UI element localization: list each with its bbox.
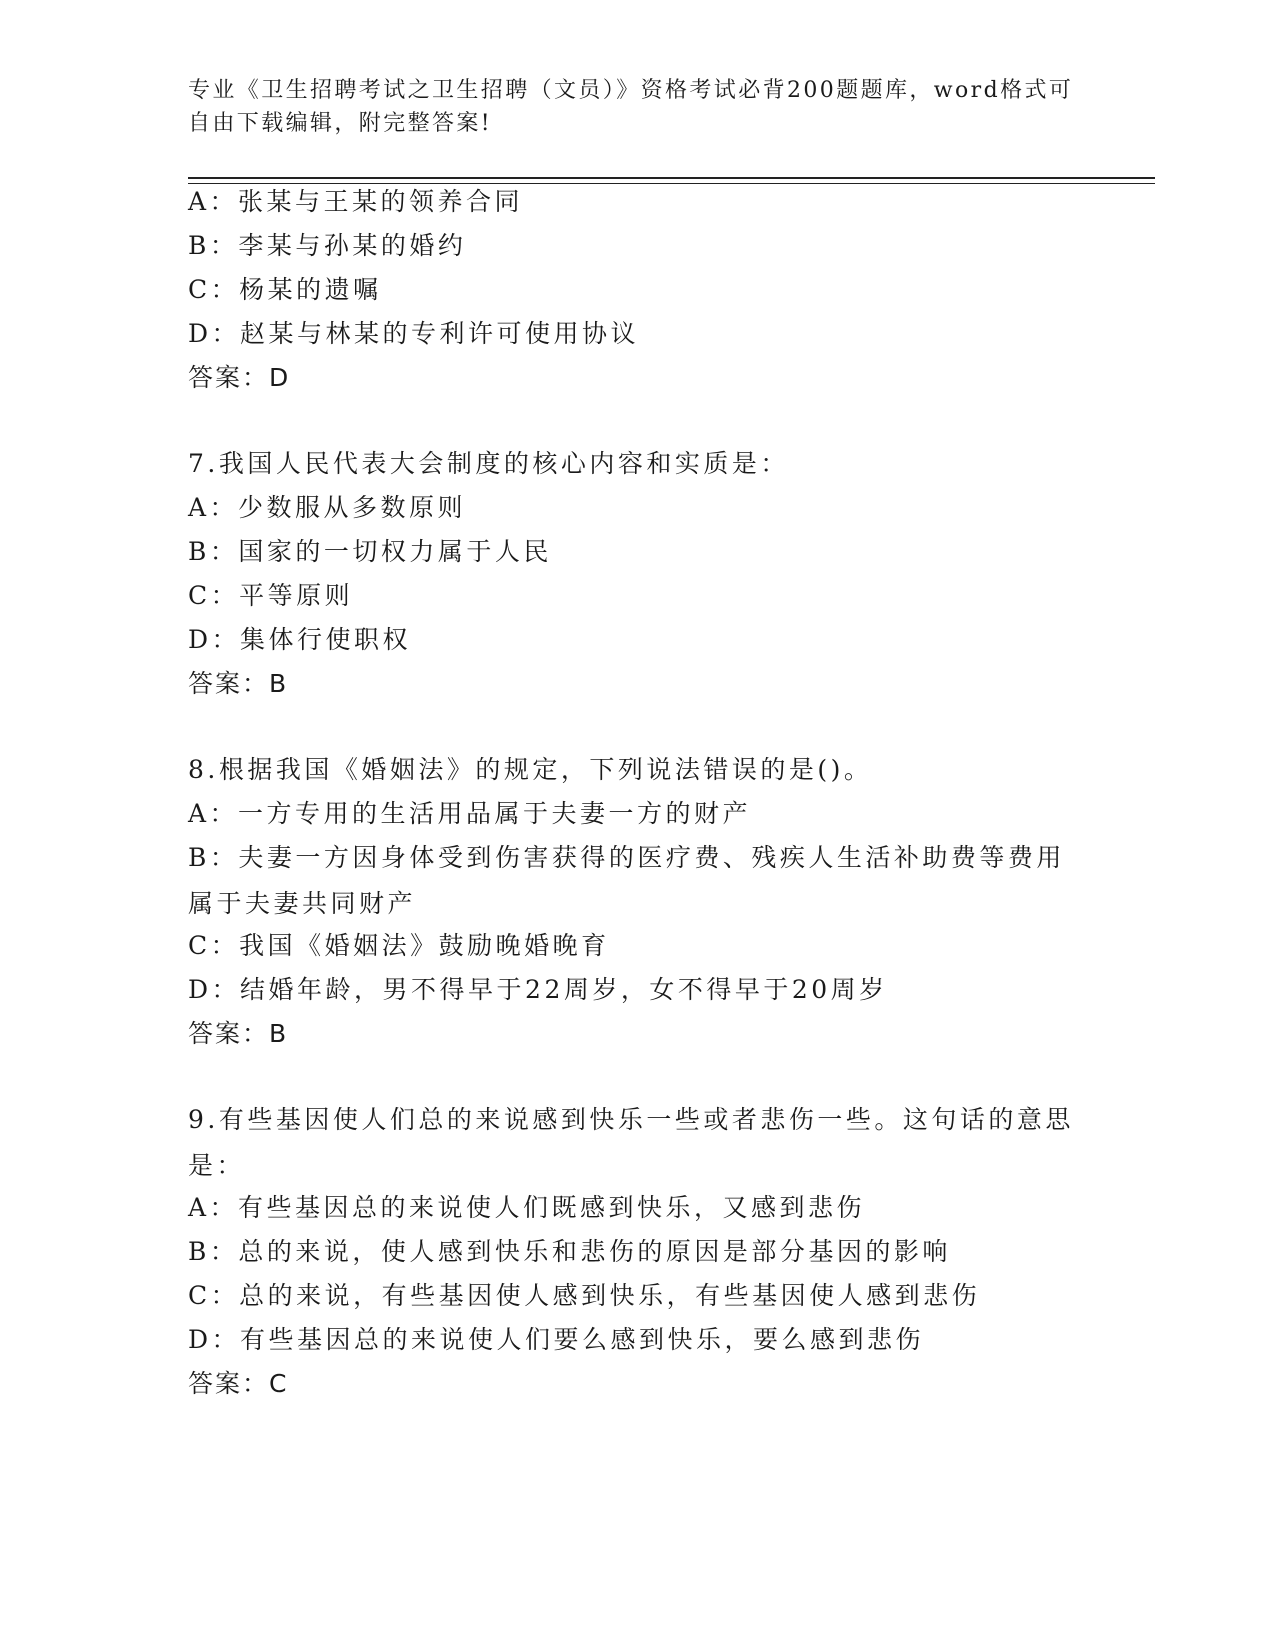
q7-option-c: C：平等原则 [188,581,354,610]
q6-option-b: B：李某与孙某的婚约 [188,231,467,260]
q6-answer: 答案：D [188,363,291,392]
q9-answer: 答案：C [188,1369,289,1398]
q7-option-b: B：国家的一切权力属于人民 [188,537,552,566]
q8-stem: 8.根据我国《婚姻法》的规定，下列说法错误的是()。 [188,755,873,784]
q9-stem: 9.有些基因使人们总的来说感到快乐一些或者悲伤一些。这句话的意思是： [188,1105,1074,1180]
header-rule-thick [188,177,1155,179]
q9-option-c: C：总的来说，有些基因使人感到快乐，有些基因使人感到悲伤 [188,1281,981,1310]
q9-option-a: A：有些基因总的来说使人们既感到快乐，又感到悲伤 [188,1193,866,1222]
q8-option-d: D：结婚年龄，男不得早于22周岁，女不得早于20周岁 [188,975,888,1004]
q9-option-d: D：有些基因总的来说使人们要么感到快乐，要么感到悲伤 [188,1325,925,1354]
q8-answer: 答案：B [188,1019,289,1048]
q7-option-d: D：集体行使职权 [188,625,412,654]
q6-option-a: A：张某与王某的领养合同 [188,187,524,216]
q8-option-b: B：夫妻一方因身体受到伤害获得的医疗费、残疾人生活补助费等费用属于夫妻共同财产 [188,843,1065,918]
document-header: 专业《卫生招聘考试之卫生招聘（文员）》资格考试必背200题题库，word格式可自由下载编辑，附完整答案! [188,78,1074,136]
q8-option-c: C：我国《婚姻法》鼓励晚婚晚育 [188,931,610,960]
q7-stem: 7.我国人民代表大会制度的核心内容和实质是： [188,449,789,478]
q7-answer: 答案：B [188,669,289,698]
q8-option-a: A：一方专用的生活用品属于夫妻一方的财产 [188,799,752,828]
q9-option-b: B：总的来说，使人感到快乐和悲伤的原因是部分基因的影响 [188,1237,951,1266]
q6-option-c: C：杨某的遗嘱 [188,275,382,304]
q6-option-d: D：赵某与林某的专利许可使用协议 [188,319,640,348]
header-rule-thin [188,183,1155,184]
q7-option-a: A：少数服从多数原则 [188,493,467,522]
